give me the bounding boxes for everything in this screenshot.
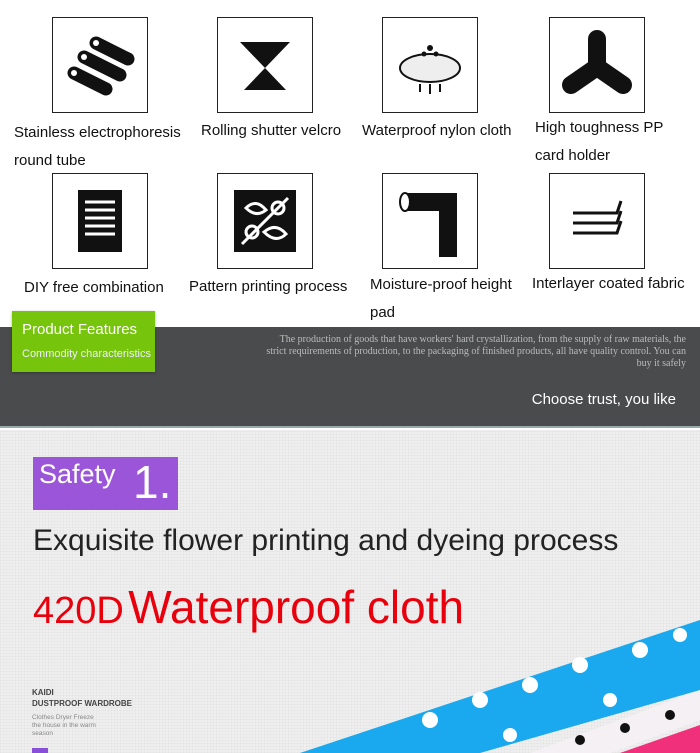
feature-label: Stainless electrophoresis round tube xyxy=(14,124,181,169)
feature-icon-box xyxy=(549,17,645,113)
feature-label: High toughness PP card holder xyxy=(535,119,664,164)
feature-icon-box xyxy=(217,17,313,113)
red-title: Waterproof cloth xyxy=(128,581,465,633)
accent-bar xyxy=(32,748,48,753)
fabric-rolls-image xyxy=(280,620,700,753)
banner-tagline: Choose trust, you like xyxy=(531,391,676,408)
badge-number: 1. xyxy=(133,457,172,508)
red-prefix: 420D xyxy=(33,590,124,632)
water-drop-icon xyxy=(395,30,465,100)
badge-word: Safety xyxy=(39,459,116,489)
brand-block xyxy=(32,687,132,738)
product-name: DUSTPROOF WARDROBE xyxy=(32,699,132,708)
feature-icon-box xyxy=(217,173,313,269)
feature-label: Rolling shutter velcro xyxy=(201,122,342,139)
feature-label: Pattern printing process xyxy=(189,278,348,295)
tubes-icon xyxy=(60,25,140,105)
feature-label: DIY free combination xyxy=(24,279,164,296)
product-caption: Clothes Dryer Freeze the house in the warm season xyxy=(32,714,96,737)
layers-icon xyxy=(70,186,130,256)
badge-subtitle: Commodity characteristics xyxy=(22,348,151,360)
feature-icon-box xyxy=(382,173,478,269)
pipe-icon xyxy=(395,181,465,261)
section-headline: Exquisite flower printing and dyeing process xyxy=(33,524,619,557)
badge-title: Product Features xyxy=(22,321,138,338)
feature-icon-box xyxy=(549,173,645,269)
section-badge xyxy=(33,457,178,510)
brand-name: KAIDI xyxy=(32,688,54,697)
hourglass-icon xyxy=(230,30,300,100)
feature-label: Interlayer coated fabric xyxy=(532,275,685,292)
feature-icon-box xyxy=(382,17,478,113)
feature-icon-box xyxy=(52,17,148,113)
connector-icon xyxy=(557,25,637,105)
feature-label: Waterproof nylon cloth xyxy=(362,122,512,139)
pattern-icon xyxy=(232,188,298,254)
feature-icon-box xyxy=(52,173,148,269)
banner-description: The production of goods that have workers' hard crystallization, from the supply of raw materials, the strict requirements of production, to the packaging of finished products, all have quality control. You can buy it safely xyxy=(266,334,686,369)
fabric-layers-icon xyxy=(567,191,627,251)
feature-label: Moisture-proof height pad xyxy=(370,276,512,321)
product-section xyxy=(0,430,700,753)
product-features-badge xyxy=(12,311,155,372)
